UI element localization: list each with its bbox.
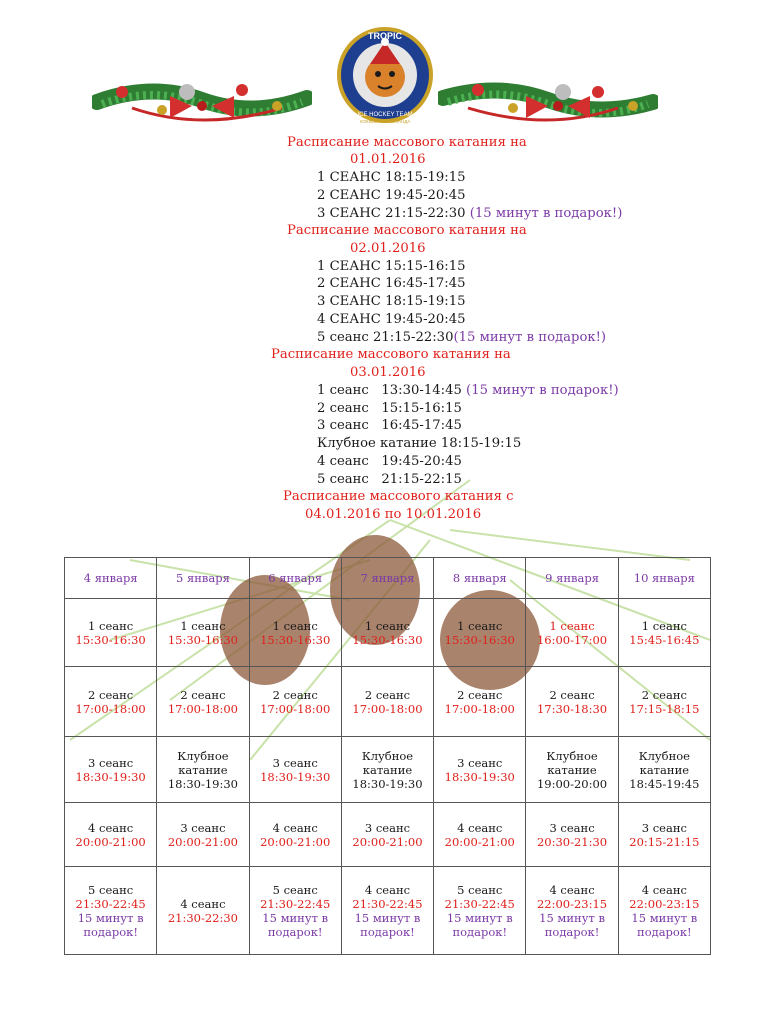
- schedule-cell: [65, 667, 157, 737]
- day2-session-2: 2 СЕАНС 16:45-17:45: [317, 276, 466, 291]
- day2-date: 02.01.2016: [350, 241, 426, 256]
- session-label: 2 сеанс: [88, 687, 134, 702]
- session-time: 17:00-18:00: [167, 701, 238, 716]
- session-label: 3 сеанс: [180, 820, 226, 835]
- day2-session-1: 1 СЕАНС 15:15-16:15: [317, 259, 466, 274]
- day-header: 4 января: [65, 558, 157, 599]
- schedule-cell: [157, 867, 249, 955]
- session-time: 17:00-18:00: [444, 701, 515, 716]
- day1-date: 01.01.2016: [350, 152, 426, 167]
- logo-ring-text: ICE HOCKEY TEAM: [357, 112, 413, 118]
- session-time: 18:30-19:30: [444, 769, 515, 784]
- schedule-cell: [65, 803, 157, 867]
- session-label: 5 сеанс: [457, 882, 503, 897]
- session-time: 21:30-22:45: [352, 896, 423, 911]
- session-label: 4 сеанс: [457, 820, 503, 835]
- day3-date: 03.01.2016: [350, 365, 426, 380]
- schedule-cell: [341, 867, 433, 955]
- day3-session-4: 4 сеанс 19:45-20:45: [317, 454, 462, 469]
- week-range: 04.01.2016 по 10.01.2016: [305, 507, 482, 522]
- session-label: Клубное катание: [177, 748, 229, 777]
- session-label: 2 сеанс: [457, 687, 503, 702]
- session-label: 1 сеанс: [641, 618, 687, 633]
- schedule-cell: [526, 667, 618, 737]
- schedule-cell: [341, 667, 433, 737]
- session-time: 18:30-19:30: [75, 769, 146, 784]
- day3-session-3: 3 сеанс 16:45-17:45: [317, 418, 462, 433]
- day3-title: Расписание массового катания на: [271, 347, 511, 362]
- gift-note: 15 минут в подарок!: [446, 910, 513, 939]
- session-time: 17:00-18:00: [260, 701, 331, 716]
- schedule-cell: [526, 803, 618, 867]
- day-header: 10 января: [618, 558, 710, 599]
- schedule-cell: [341, 599, 433, 667]
- schedule-cell: [618, 737, 710, 803]
- session-label: 3 сеанс: [549, 820, 595, 835]
- table-header-row: [65, 558, 711, 599]
- day-header: 8 января: [434, 558, 526, 599]
- day1-title: Расписание массового катания на: [287, 135, 527, 150]
- session-time: 20:00-21:00: [75, 834, 146, 849]
- day-header: 7 января: [341, 558, 433, 599]
- day3-session-5: 5 сеанс 21:15-22:15: [317, 472, 462, 487]
- session-time: 20:00-21:00: [352, 834, 423, 849]
- day2-session-3: 3 СЕАНС 18:15-19:15: [317, 294, 466, 309]
- session-label: 4 сеанс: [641, 882, 687, 897]
- session-time: 22:00-23:15: [629, 896, 700, 911]
- logo-top-text: TROPIC: [367, 31, 403, 41]
- schedule-cell: [341, 803, 433, 867]
- session-time: 17:30-18:30: [536, 701, 608, 716]
- schedule-cell: [434, 867, 526, 955]
- session-time: 15:30-16:30: [260, 632, 331, 647]
- gift-note: 15 минут в подарок!: [77, 910, 144, 939]
- schedule-cell: [65, 867, 157, 955]
- session-time: 18:30-19:30: [167, 776, 238, 791]
- schedule-cell: [434, 737, 526, 803]
- schedule-cell: [249, 867, 341, 955]
- day2-title: Расписание массового катания на: [287, 223, 527, 238]
- day-header: 5 января: [157, 558, 249, 599]
- session-time: 19:00-20:00: [536, 776, 608, 791]
- schedule-cell: [65, 599, 157, 667]
- day-header: 9 января: [526, 558, 618, 599]
- schedule-cell: [157, 599, 249, 667]
- session-label: 2 сеанс: [272, 687, 318, 702]
- table-row: [65, 867, 711, 955]
- schedule-cell: [249, 599, 341, 667]
- session-time: 20:00-21:00: [444, 834, 515, 849]
- session-time: 20:30-21:30: [536, 834, 608, 849]
- session-time: 20:00-21:00: [167, 834, 238, 849]
- week-schedule-table: [64, 557, 711, 955]
- schedule-cell: [65, 737, 157, 803]
- session-label: 4 сеанс: [364, 882, 411, 897]
- session-time: 15:30-16:30: [352, 632, 423, 647]
- gift-note: 15 минут в подарок!: [262, 910, 329, 939]
- session-label: 3 сеанс: [641, 820, 687, 835]
- session-label: 2 сеанс: [641, 687, 687, 702]
- day3-session-2: 2 сеанс 15:15-16:15: [317, 401, 462, 416]
- schedule-cell: [434, 803, 526, 867]
- gift-note: 15 минут в подарок!: [354, 910, 421, 939]
- table-row: [65, 667, 711, 737]
- logo-bottom-text: ХОККЕЙНАЯ КОМАНДА: [359, 119, 411, 124]
- session-label: 4 сеанс: [549, 882, 595, 897]
- session-label: 2 сеанс: [364, 687, 411, 702]
- schedule-cell: [434, 667, 526, 737]
- schedule-cell: [618, 667, 710, 737]
- schedule-cell: [618, 599, 710, 667]
- gift-note: (15 минут в подарок!): [453, 330, 607, 345]
- session-time: 16:00-17:00: [536, 632, 608, 647]
- gift-note: (15 минут в подарок!): [461, 383, 619, 398]
- session-time: 17:00-18:00: [75, 701, 146, 716]
- day1-session-3: 3 СЕАНС 21:15-22:30 (15 минут в подарок!): [317, 206, 623, 221]
- session-label: 3 сеанс: [272, 755, 318, 770]
- session-label: 4 сеанс: [180, 896, 226, 911]
- session-label: 4 сеанс: [272, 820, 318, 835]
- session-time: 20:15-21:15: [629, 834, 700, 849]
- table-row: [65, 803, 711, 867]
- session-label: 3 сеанс: [457, 755, 503, 770]
- session-label: 2 сеанс: [180, 687, 226, 702]
- session-time: 18:30-19:30: [260, 769, 331, 784]
- table-row: [65, 737, 711, 803]
- session-label: 2 сеанс: [549, 687, 595, 702]
- schedule-cell: [249, 667, 341, 737]
- schedule-cell: [157, 737, 249, 803]
- schedule-cell: [618, 803, 710, 867]
- gift-note: (15 минут в подарок!): [465, 206, 623, 221]
- schedule-cell: [249, 737, 341, 803]
- schedule-cell: [526, 737, 618, 803]
- day1-session-2: 2 СЕАНС 19:45-20:45: [317, 188, 466, 203]
- day3-session-1: 1 сеанс 13:30-14:45 (15 минут в подарок!): [317, 383, 619, 398]
- schedule-cell: [526, 867, 618, 955]
- session-time: 21:30-22:30: [167, 910, 238, 925]
- schedule-cell: [157, 667, 249, 737]
- session-time: 21:30-22:45: [75, 896, 146, 911]
- table-row: [65, 599, 711, 667]
- week-title: Расписание массового катания с: [283, 489, 514, 504]
- session-label: 1 сеанс: [549, 618, 595, 633]
- session-time: 21:30-22:45: [260, 896, 331, 911]
- session-time: 18:30-19:30: [352, 776, 423, 791]
- session-time: 21:30-22:45: [444, 896, 515, 911]
- schedule-cell: [526, 599, 618, 667]
- session-time: 20:00-21:00: [260, 834, 331, 849]
- tropic-logo: [334, 24, 436, 126]
- session-time: 15:30-16:30: [444, 632, 515, 647]
- session-label: 3 сеанс: [88, 755, 134, 770]
- schedule-cell: [618, 867, 710, 955]
- session-label: 5 сеанс: [88, 882, 134, 897]
- session-label: 3 сеанс: [364, 820, 411, 835]
- session-time: 17:00-18:00: [352, 701, 423, 716]
- session-label: 1 сеанс: [88, 618, 134, 633]
- session-label: 1 сеанс: [180, 618, 226, 633]
- day-header: 6 января: [249, 558, 341, 599]
- gift-note: 15 минут в подарок!: [631, 910, 698, 939]
- session-time: 15:30-16:30: [167, 632, 238, 647]
- gift-note: 15 минут в подарок!: [539, 910, 605, 939]
- day3-club-skating: Клубное катание 18:15-19:15: [317, 436, 522, 451]
- session-time: 15:45-16:45: [629, 632, 700, 647]
- session-label: Клубное катание: [546, 748, 598, 777]
- day1-session-1: 1 СЕАНС 18:15-19:15: [317, 170, 466, 185]
- session-label: Клубное катание: [361, 748, 414, 777]
- christmas-garland-right: [438, 62, 658, 134]
- christmas-garland-left: [92, 62, 312, 134]
- session-time: 18:45-19:45: [629, 776, 700, 791]
- day2-session-5: 5 сеанс 21:15-22:30(15 минут в подарок!): [317, 330, 607, 345]
- session-label: 1 сеанс: [457, 618, 503, 633]
- schedule-cell: [341, 737, 433, 803]
- session-label: 5 сеанс: [272, 882, 318, 897]
- session-time: 15:30-16:30: [75, 632, 146, 647]
- session-label: 1 сеанс: [364, 618, 411, 633]
- session-label: 4 сеанс: [88, 820, 134, 835]
- schedule-cell: [249, 803, 341, 867]
- session-label: Клубное катание: [638, 748, 690, 777]
- session-label: 1 сеанс: [272, 618, 318, 633]
- day2-session-4: 4 СЕАНС 19:45-20:45: [317, 312, 466, 327]
- schedule-cell: [157, 803, 249, 867]
- schedule-cell: [434, 599, 526, 667]
- session-time: 17:15-18:15: [629, 701, 700, 716]
- session-time: 22:00-23:15: [536, 896, 608, 911]
